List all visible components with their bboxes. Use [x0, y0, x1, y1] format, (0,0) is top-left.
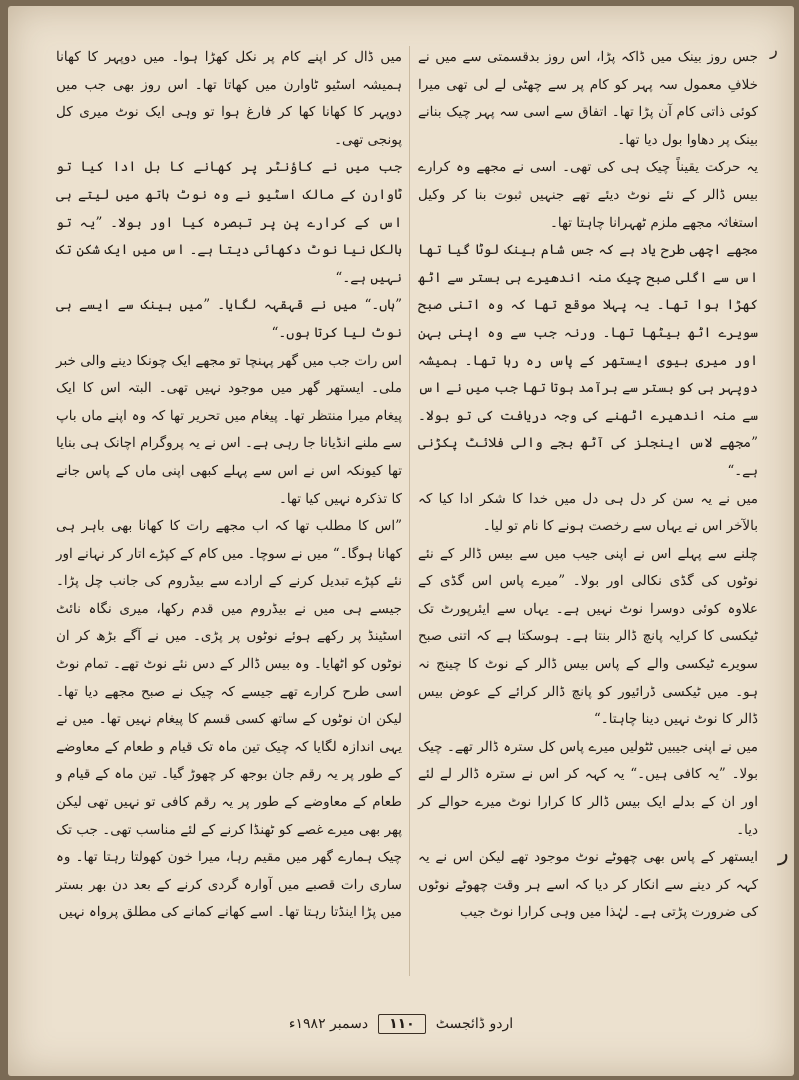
paragraph: اس رات جب میں گھر پہنچا تو مجھے ایک چونکا دینے والی خبر ملی۔ ایستھر گھر میں موجود نہیں تھی۔ البتہ اس کا ایک پیغام میرا منتظر تھا۔ پیغام میں تحریر تھا کہ وہ اپنے ماں باپ سے ملنے انڈیانا جا رہی ہے۔ اس نے یہ پروگرام اچانک ہی بنایا تھا کیونکہ اس نے اس سے پہلے کبھی اپنی ماں کے پاس جانے کا تذکرہ نہیں کیا تھا۔ — [56, 352, 402, 507]
page-number: ۱۱۰ — [378, 1014, 426, 1034]
magazine-name: اردو ڈائجسٹ — [435, 1016, 514, 1032]
paragraph: چلنے سے پہلے اس نے اپنی جیب میں سے بیس ڈالر کے نئے نوٹوں کی گڈی نکالی اور بولا۔ ”میرے پاس اس گڈی کے علاوہ کوئی دوسرا نوٹ نہیں ہے۔ یہاں سے ایئرپورٹ تک ٹیکسی کا کرایہ پانچ ڈالر بنتا ہے۔ ہوسکتا ہے کہ اتنی صبح سویرے ٹیکسی والے کے پاس بیس ڈالر کے نوٹ کا چینج نہ ہو۔ میں ٹیکسی ڈرائیور کو پانچ ڈالر کرائے کے عوض بیس ڈالر کا نوٹ نہیں دینا چاہتا۔“ — [418, 545, 758, 728]
paragraph: ”ہاں۔“ میں نے قہقہہ لگایا۔ ”میں بینک سے ایسے ہی نوٹ لیا کرتا ہوں۔“ — [56, 297, 402, 341]
column-divider — [409, 46, 410, 976]
paragraph: یہ حرکت یقیناً چیک ہی کی تھی۔ اسی نے مجھے وہ کرارے بیس ڈالر کے نئے نوٹ دیئے تھے جنہیں ثبوت بنا کر وکیل استغاثہ مجھے ملزم ٹھہرانا چاہتا تھا۔ — [418, 159, 758, 231]
page-footer — [8, 1006, 794, 1042]
paragraph: جب میں نے کاؤنٹر پر کھانے کا بل ادا کیا تو ٹاوارن کے مالک اسٹیو نے وہ نوٹ ہاتھ میں لیتے ہی اس کے کرارے پن پر تبصرہ کیا اور بولا۔ ”یہ تو بالکل نیا نوٹ دکھائی دیتا ہے۔ اس میں ایک شکن تک نہیں ہے۔“ — [56, 159, 402, 286]
paragraph: ”اس کا مطلب تھا کہ اب مجھے رات کا کھانا بھی باہر ہی کھانا ہوگا۔“ میں نے سوچا۔ میں کام کے کپڑے اتار کر نہانے اور نئے کپڑے تبدیل کرنے کے ارادے سے بیڈروم کی جانب چل پڑا۔ جیسے ہی میں نے بیڈروم میں قدم رکھا، میری نگاہ نائٹ اسٹینڈ پر رکھے ہوئے نوٹوں پر پڑی۔ میں نے آگے بڑھ کر ان نوٹوں کو اٹھایا۔ وہ بیس ڈالر کے دس نئے نوٹ تھے۔ تمام نوٹ اسی طرح کرارے تھے جیسے کہ چیک نے صبح مجھے دیا تھا۔ لیکن ان نوٹوں کے ساتھ کسی قسم کا پیغام نہیں تھا۔ میں نے یہی اندازہ لگایا کہ چیک تین ماہ تک قیام و طعام کے معاوضے کے طور پر یہ رقم جان بوجھ کر چھوڑ گیا۔ تین ماہ کے قیام و طعام کے معاوضے کے طور پر یہ رقم کافی تو نہیں تھی لیکن پھر بھی میرے غصے کو ٹھنڈا کرنے کے لئے مناسب تھی۔ جب تک چیک ہمارے گھر میں مقیم رہا، میرا خون کھولتا رہتا تھا۔ وہ ساری رات قصبے میں آوارہ گردی کرنے کے بعد دن بھر بستر میں پڑا اینڈتا رہتا تھا۔ اسے کھانے کمانے کی مطلق پرواہ نہیں — [56, 518, 402, 921]
paragraph: میں نے یہ سن کر دل ہی دل میں خدا کا شکر ادا کیا کہ بالآخر اس نے یہاں سے رخصت ہونے کا نام تو لیا۔ — [418, 490, 758, 535]
margin-mark: ر — [770, 40, 778, 59]
magazine-page — [8, 6, 794, 1076]
issue-date: دسمبر ۱۹۸۲ء — [288, 1016, 369, 1032]
paragraph: میں نے اپنی جیبیں ٹٹولیں میرے پاس کل سترہ ڈالر تھے۔ چیک بولا۔ ”یہ کافی ہیں۔“ یہ کہہ کر اس نے سترہ ڈالر لے لئے اور ان کے بدلے ایک بیس ڈالر کا کرارا نوٹ میرے حوالے کر دیا۔ — [418, 738, 758, 838]
paragraph: جس روز بینک میں ڈاکہ پڑا، اس روز بدقسمتی سے میں نے خلافِ معمول سہ پہر کو کام پر سے چھٹی لے لی تھی میرا کوئی ذاتی کام آن پڑا تھا۔ اتفاق سے اسی سہ پہر چیک بنانے بینک پر دھاوا بول دیا تھا۔ — [418, 49, 758, 148]
right-text-column — [418, 44, 758, 927]
left-text-column — [56, 44, 402, 927]
margin-mark: ر — [778, 841, 789, 866]
paragraph: میں ڈال کر اپنے کام پر نکل کھڑا ہوا۔ میں دوپہر کا کھانا ہمیشہ اسٹیو ٹاوارن میں کھاتا تھا۔ اس روز بھی جب میں دوپہر کا کھانا کھا کر فارغ ہوا تو وہی ایک نوٹ میری کل پونجی تھی۔ — [56, 49, 402, 148]
paragraph: مجھے اچھی طرح یاد ہے کہ جس شام بینک لوٹا گیا تھا اس سے اگلی صبح چیک منہ اندھیرے ہی بستر سے اٹھ کھڑا ہوا تھا۔ یہ پہلا موقع تھا کہ وہ اتنی صبح سویرے اٹھ بیٹھا تھا۔ ورنہ جب سے وہ اپنی بہن اور میری بیوی ایستھر کے پاس رہ رہا تھا۔ ہمیشہ دوپہر ہی کو بستر سے برآمد ہوتا تھا جب میں نے اس سے منہ اندھیرے اٹھنے کی وجہ دریافت کی تو بولا۔ ”مجھے لاس اینجلز کی آٹھ بجے والی فلائٹ پکڑنی ہے۔“ — [418, 242, 758, 479]
paragraph: ایستھر کے پاس بھی چھوٹے نوٹ موجود تھے لیکن اس نے یہ کہہ کر دینے سے انکار کر دیا کہ اسے ہر وقت چھوٹے نوٹوں کی ضرورت پڑتی ہے۔ لہٰذا میں وہی کرارا نوٹ جیب — [418, 849, 758, 921]
